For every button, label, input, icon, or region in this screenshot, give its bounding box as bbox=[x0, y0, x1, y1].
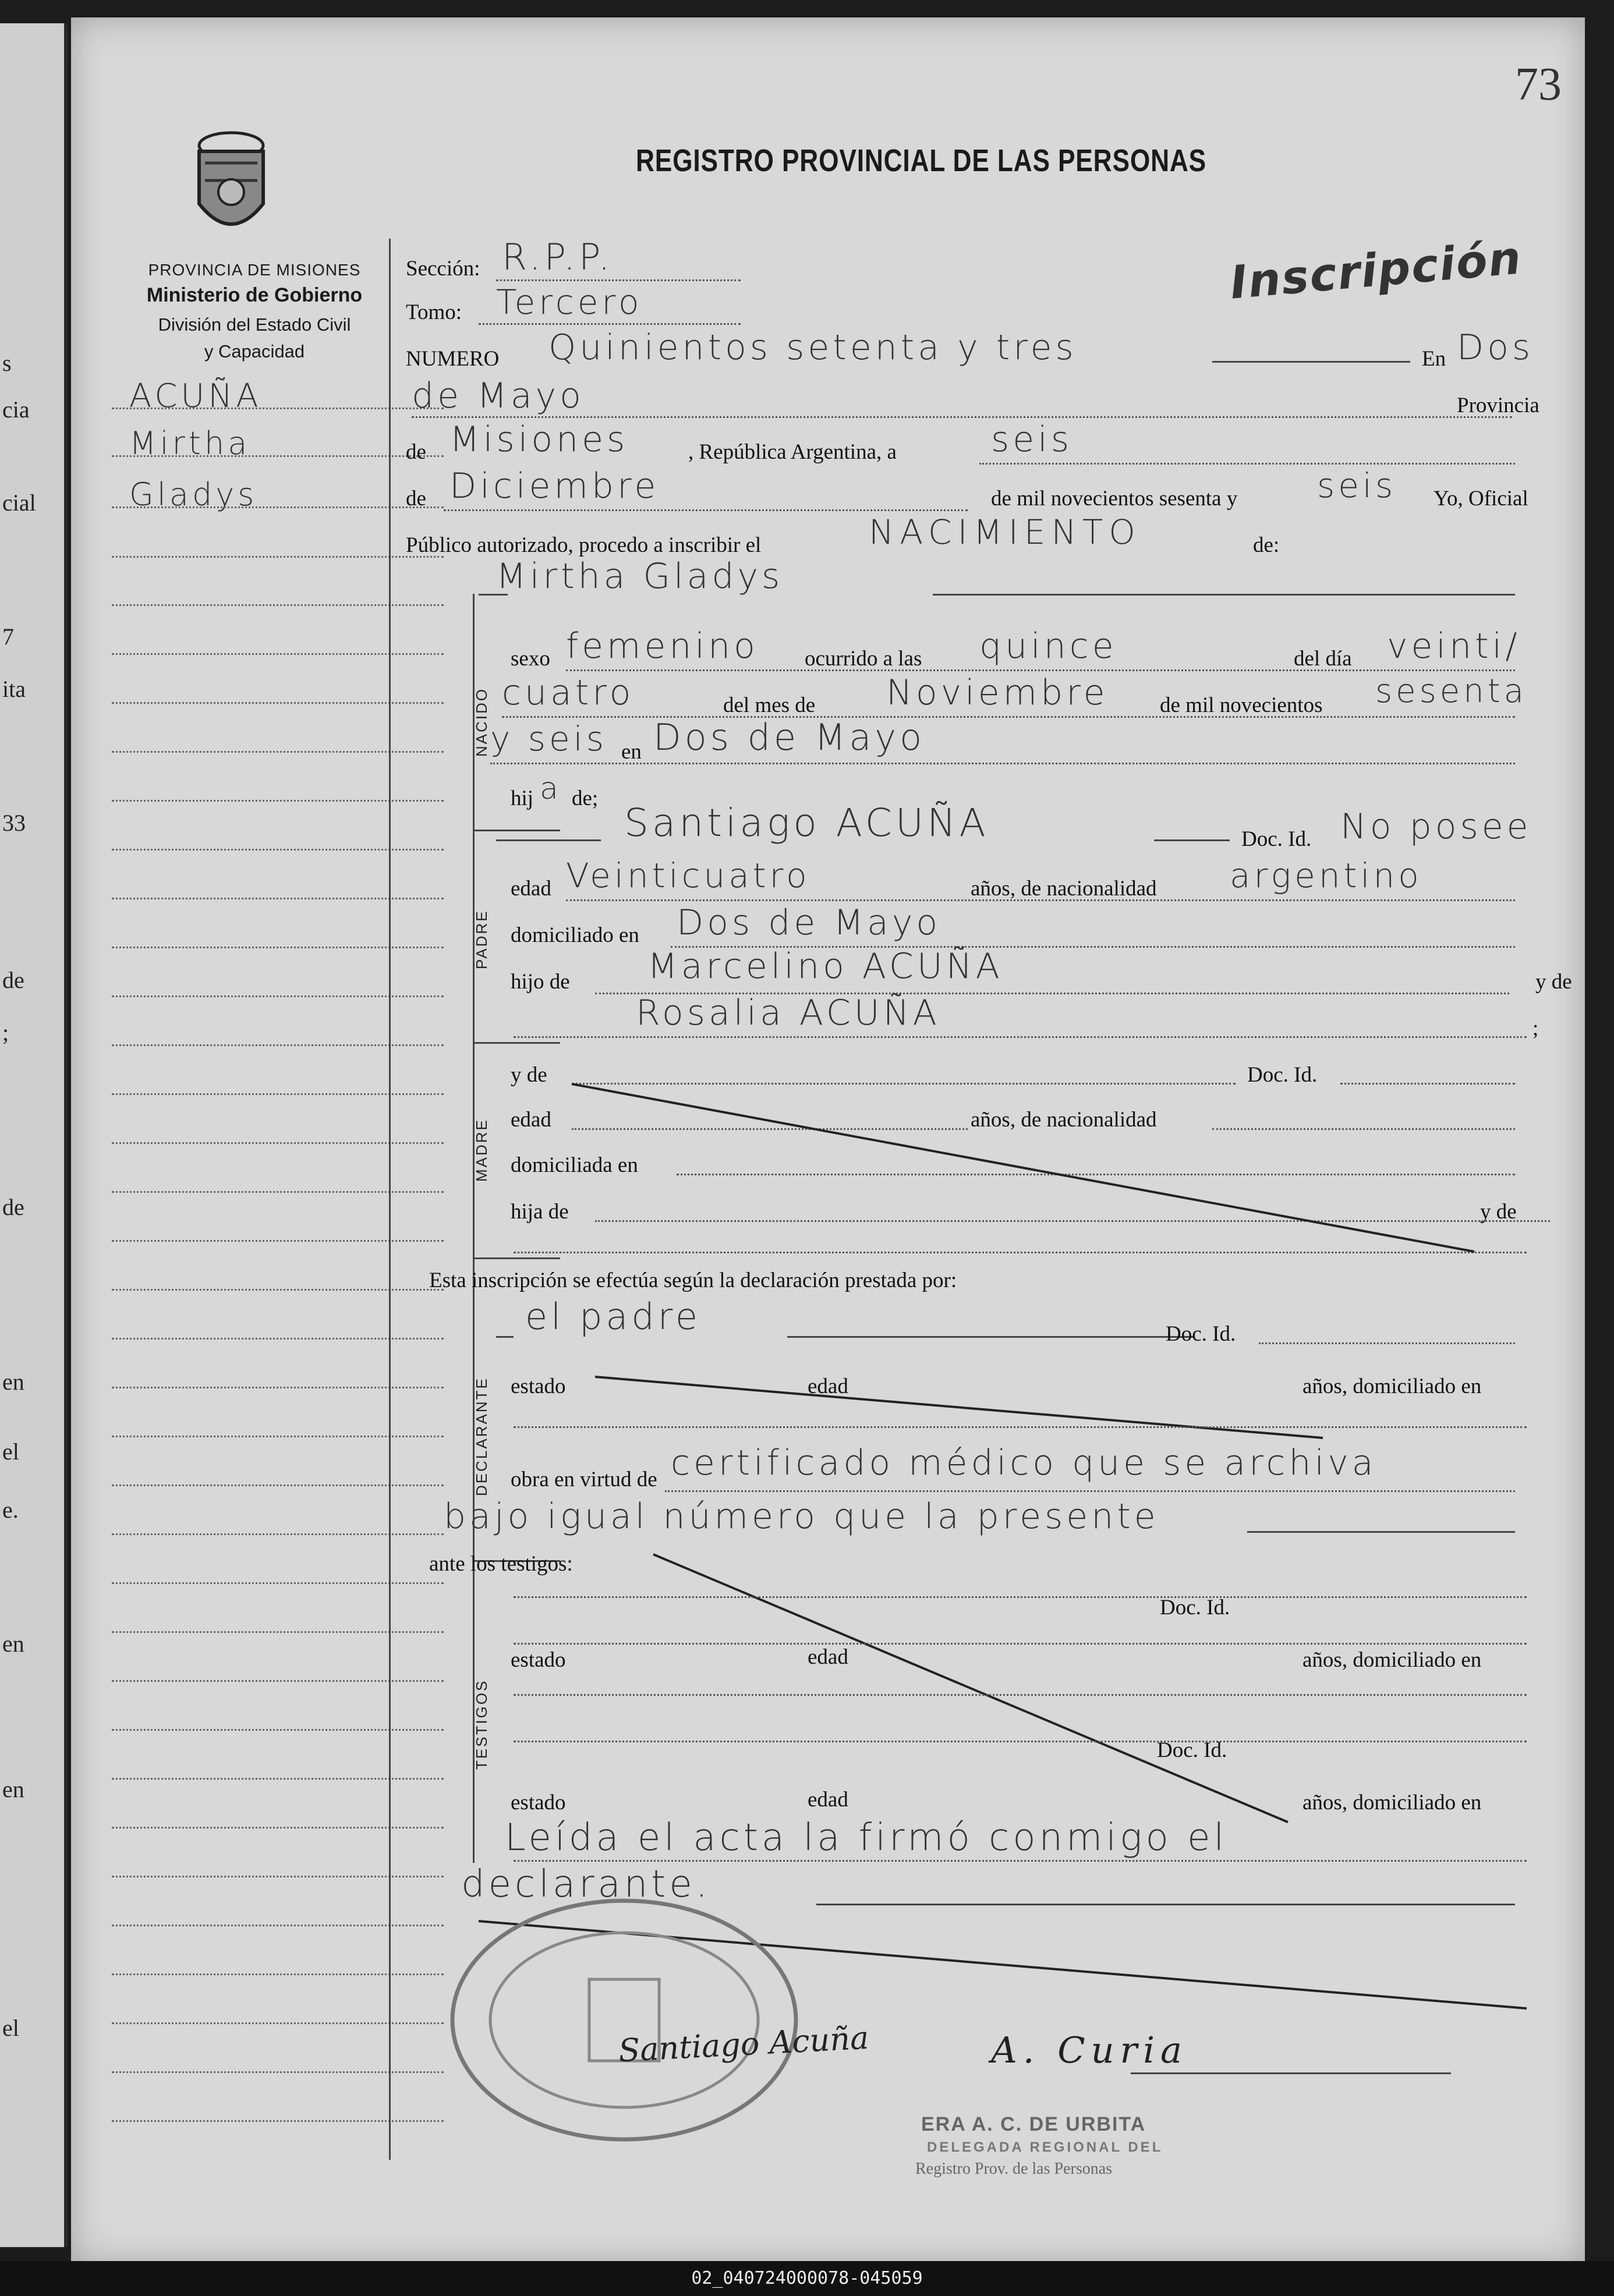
fill-line bbox=[514, 1694, 1527, 1696]
stamp-role: DELEGADA REGIONAL DEL bbox=[927, 2139, 1163, 2155]
value-provincia: Misiones bbox=[449, 419, 629, 460]
label-hij: hij bbox=[511, 786, 534, 810]
label-ocurrido: ocurrido a las bbox=[805, 647, 922, 671]
value-padre-nac: argentino bbox=[1230, 856, 1422, 895]
value-mes: Diciembre bbox=[449, 466, 660, 506]
label-numero: NUMERO bbox=[406, 347, 500, 371]
value-numero: Quinientos setenta y tres bbox=[548, 327, 1077, 368]
value-sexo: femenino bbox=[566, 626, 759, 667]
label-mil-nov2: de mil novecientos bbox=[1160, 693, 1323, 717]
label-en2: en bbox=[621, 740, 642, 764]
label-estado-declarante: estado bbox=[511, 1374, 566, 1398]
left-fragment: el bbox=[2, 1438, 19, 1465]
label-republica: , República Argentina, a bbox=[688, 440, 897, 464]
value-mes-nac: Noviembre bbox=[886, 672, 1109, 713]
value-cierre1: Leída el acta la firmó conmigo el bbox=[505, 1816, 1228, 1859]
fill-line bbox=[816, 1904, 1515, 1905]
header-province: PROVINCIA DE MISIONES bbox=[148, 261, 361, 279]
value-tomo: Tercero bbox=[496, 282, 643, 322]
official-seal-icon bbox=[444, 1892, 805, 2148]
fill-line bbox=[514, 1596, 1527, 1598]
label-anos-dom-testigo1: años, domiciliado en bbox=[1302, 1648, 1482, 1672]
fill-line bbox=[1259, 1342, 1515, 1344]
left-fragment: 33 bbox=[2, 810, 26, 836]
label-del-mes: del mes de bbox=[723, 693, 816, 717]
label-del-dia: del día bbox=[1294, 647, 1352, 671]
value-padre: Santiago ACUÑA bbox=[624, 800, 989, 845]
label-hijo-de: hijo de bbox=[511, 970, 570, 994]
section-label-madre: MADRE bbox=[473, 1118, 490, 1182]
value-anio: seis bbox=[1317, 466, 1397, 505]
section-label-nacido: NACIDO bbox=[473, 687, 490, 757]
label-doc-id-padre: Doc. Id. bbox=[1241, 827, 1312, 851]
value-declarante: el padre bbox=[525, 1295, 702, 1338]
value-dia-nac2: cuatro bbox=[502, 672, 635, 713]
signature-declarante: Santiago Acuña bbox=[617, 2019, 870, 2070]
label-de2: de bbox=[406, 487, 426, 511]
label-doc-id-madre: Doc. Id. bbox=[1247, 1063, 1318, 1087]
value-padre-dom: Dos de Mayo bbox=[677, 902, 942, 943]
stamp-registry: Registro Prov. de las Personas bbox=[915, 2160, 1113, 2178]
value-abuelo: Marcelino ACUÑA bbox=[647, 946, 1003, 987]
left-fragment: de bbox=[2, 1194, 24, 1220]
value-nombre: Mirtha Gladys bbox=[496, 556, 784, 597]
label-edad-madre: edad bbox=[511, 1108, 551, 1132]
label-tomo: Tomo: bbox=[406, 300, 462, 324]
label-y-de-madre2: y de bbox=[1480, 1200, 1517, 1224]
label-anos-nac-padre: años, de nacionalidad bbox=[971, 877, 1157, 901]
value-en: Dos bbox=[1457, 327, 1534, 368]
label-edad-testigo1: edad bbox=[808, 1645, 848, 1669]
label-edad-testigo2: edad bbox=[808, 1788, 848, 1812]
left-fragment: ; bbox=[2, 1019, 9, 1046]
left-fragment: de bbox=[2, 967, 24, 993]
label-domiciliado-padre: domiciliado en bbox=[511, 923, 639, 947]
label-mil-nov: de mil novecientos sesenta y bbox=[991, 487, 1238, 511]
value-anio-nac2: y seis bbox=[490, 719, 607, 759]
value-certificado2: bajo igual número que la presente bbox=[444, 1496, 1159, 1537]
left-fragment: en bbox=[2, 1369, 24, 1395]
label-de-semi: de; bbox=[572, 786, 599, 810]
value-dia: seis bbox=[991, 419, 1073, 460]
header-ministry: Ministerio de Gobierno bbox=[146, 284, 363, 306]
label-yo-oficial: Yo, Oficial bbox=[1434, 487, 1528, 511]
label-ante: ante los testigos: bbox=[429, 1552, 573, 1576]
value-padre-doc: No posee bbox=[1340, 806, 1532, 847]
label-seccion: Sección: bbox=[406, 257, 480, 281]
value-en-cont: de Mayo bbox=[412, 375, 585, 416]
left-fragment: en bbox=[2, 1776, 24, 1802]
label-provincia: Provincia bbox=[1457, 394, 1539, 417]
inscription-annotation: Inscripción bbox=[1228, 232, 1524, 310]
fill-line bbox=[496, 1336, 514, 1338]
margin-middlename: Gladys bbox=[129, 476, 258, 513]
label-estado-testigo2: estado bbox=[511, 1791, 566, 1815]
label-y-de-padre: y de bbox=[1535, 970, 1572, 994]
margin-surname: ACUÑA bbox=[129, 377, 262, 415]
fill-line bbox=[514, 1426, 1527, 1428]
section-label-testigos: TESTIGOS bbox=[473, 1679, 490, 1770]
label-de: de bbox=[406, 440, 426, 464]
header-capacity: y Capacidad bbox=[204, 341, 305, 362]
signature-oficial: A. Curia bbox=[991, 2029, 1188, 2071]
page-title: REGISTRO PROVINCIAL DE LAS PERSONAS bbox=[636, 143, 1207, 178]
fill-line bbox=[665, 1490, 1515, 1492]
register-page bbox=[71, 17, 1585, 2265]
label-anos-dom-testigo2: años, domiciliado en bbox=[1302, 1791, 1482, 1815]
left-fragment: 7 bbox=[2, 623, 14, 650]
strike-lines bbox=[71, 17, 1585, 2265]
value-certificado1: certificado médico que se archiva bbox=[671, 1443, 1377, 1483]
value-anio-nac: sesenta bbox=[1375, 672, 1528, 710]
fill-line bbox=[787, 1336, 1195, 1338]
left-fragment: cia bbox=[2, 396, 30, 423]
left-fragment: el bbox=[2, 2015, 19, 2041]
label-semicolon: ; bbox=[1532, 1016, 1539, 1040]
value-seccion: R.P.P. bbox=[502, 236, 614, 278]
fill-line bbox=[514, 1860, 1527, 1862]
label-anos-nac-madre: años, de nacionalidad bbox=[971, 1108, 1157, 1132]
value-cierre2: declarante. bbox=[461, 1863, 712, 1906]
label-doc-id-declarante: Doc. Id. bbox=[1166, 1322, 1236, 1346]
value-dia-nac: veinti/ bbox=[1387, 626, 1521, 667]
fill-line bbox=[1247, 1531, 1515, 1533]
value-hij-suffix: a bbox=[540, 771, 562, 806]
label-obra: obra en virtud de bbox=[511, 1468, 657, 1491]
fill-line bbox=[514, 1741, 1527, 1742]
label-esta-inscripcion: Esta inscripción se efectúa según la declaración prestada por: bbox=[429, 1269, 957, 1292]
value-padre-edad: Veinticuatro bbox=[566, 856, 810, 895]
label-hija-de: hija de bbox=[511, 1200, 569, 1224]
page-number: 73 bbox=[1515, 59, 1562, 110]
left-fragment: en bbox=[2, 1631, 24, 1657]
label-doc-id-testigo2: Doc. Id. bbox=[1157, 1738, 1227, 1762]
scan-id-footer: 02_040724000078-045059 bbox=[0, 2261, 1614, 2296]
section-label-declarante: DECLARANTE bbox=[473, 1377, 490, 1496]
label-publico: Público autorizado, procedo a inscribir el bbox=[406, 533, 762, 557]
section-label-padre: PADRE bbox=[473, 909, 490, 969]
label-doc-id-testigo1: Doc. Id. bbox=[1160, 1596, 1230, 1620]
value-abuela: Rosalia ACUÑA bbox=[636, 993, 940, 1033]
value-acto: NACIMIENTO bbox=[869, 512, 1141, 552]
left-fragment: s bbox=[2, 350, 12, 376]
value-hora: quince bbox=[979, 626, 1117, 667]
label-anos-dom-declarante: años, domiciliado en bbox=[1302, 1374, 1482, 1398]
margin-firstname: Mirtha bbox=[129, 425, 251, 462]
left-fragment: ita bbox=[2, 676, 26, 702]
left-page-edge bbox=[0, 23, 68, 2247]
label-sexo: sexo bbox=[511, 647, 550, 671]
label-domiciliada: domiciliada en bbox=[511, 1153, 638, 1177]
left-fragment: cial bbox=[2, 490, 36, 516]
stamp-name: ERA A. C. DE URBITA bbox=[921, 2113, 1146, 2135]
label-de-colon: de: bbox=[1253, 533, 1280, 557]
left-fragment: e. bbox=[2, 1497, 19, 1523]
label-edad-padre: edad bbox=[511, 877, 551, 901]
value-lugar-nac: Dos de Mayo bbox=[653, 716, 926, 759]
label-en: En bbox=[1422, 347, 1446, 371]
label-y-de-madre: y de bbox=[511, 1063, 547, 1087]
signature-line bbox=[1131, 2072, 1451, 2074]
fill-line bbox=[514, 1643, 1527, 1645]
header-division: División del Estado Civil bbox=[158, 314, 351, 335]
label-estado-testigo1: estado bbox=[511, 1648, 566, 1672]
label-edad-declarante: edad bbox=[808, 1374, 848, 1398]
